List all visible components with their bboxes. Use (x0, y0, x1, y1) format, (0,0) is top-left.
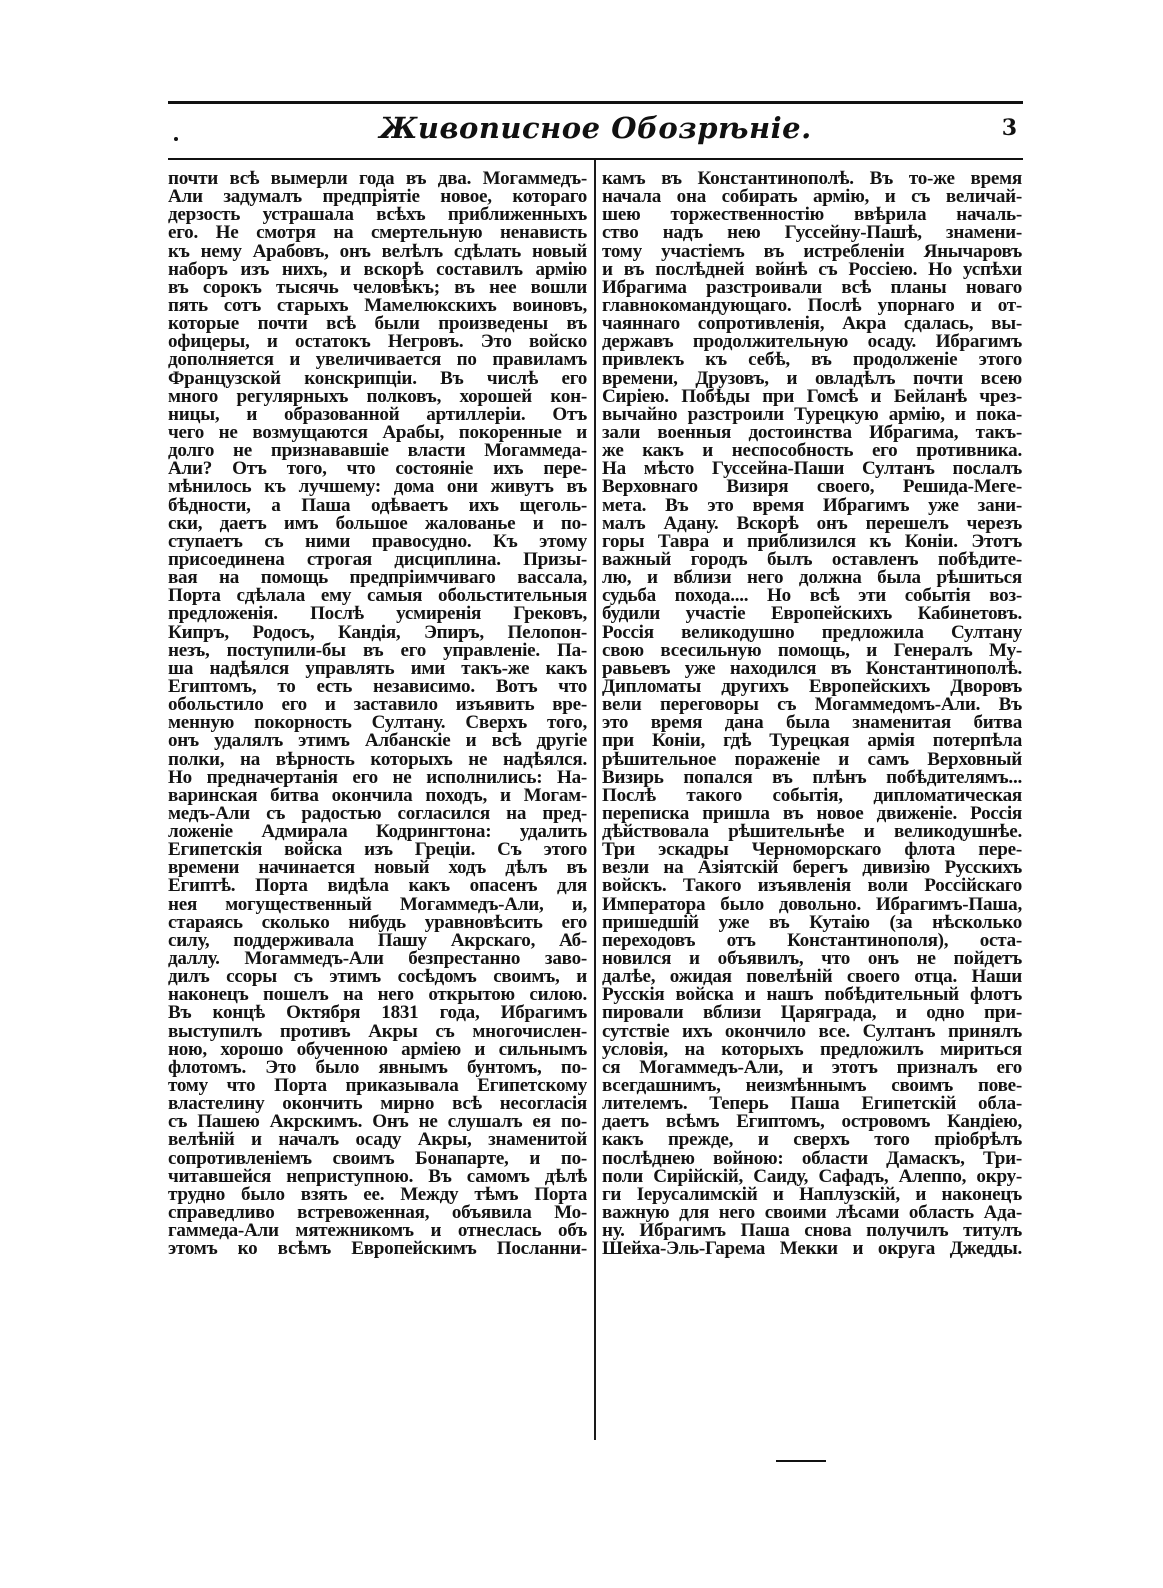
text-line: ша надѣялся управлять ими такъ-же какъ (168, 659, 587, 678)
text-line: чего не возмущаются Арабы, покоренные и (168, 423, 587, 443)
text-line: пять сотъ старыхъ Мамелюкскихъ воиновъ, (168, 296, 587, 316)
page-number: 3 (1001, 115, 1017, 141)
text-line: Египтѣ. Порта видѣла какъ опасенъ для (168, 877, 587, 896)
text-line: Русскія войска и нашъ побѣдительный флотъ (602, 986, 1022, 1005)
text-line: Французской конскрипціи. Въ числѣ его (168, 369, 587, 388)
text-line: обольстило его и заставило изъявить вре- (168, 696, 587, 715)
text-line: присоединена строгая дисциплина. Призы- (168, 550, 587, 570)
text-line: ски, даетъ имъ большое жалованье и по- (168, 514, 587, 533)
text-line: вычайно разстроили Турецкую армію, и пока- (602, 405, 1022, 424)
text-line: тому участіемъ въ истребленіи Янычаровъ (602, 242, 1022, 261)
text-line: переходовъ отъ Константинополя), оста- (602, 931, 1022, 951)
text-line: его. Не смотря на смертельную ненависть (168, 224, 587, 243)
text-line: новился и объявилъ, что онъ не пойдетъ (602, 950, 1022, 969)
text-line: привлекъ къ себѣ, въ продолженіе этого (602, 351, 1022, 370)
text-line: съ Пашею Акрскимъ. Онъ не слушалъ ея по- (168, 1113, 587, 1132)
top-rule (168, 101, 1023, 104)
text-line: Верховнаго Визиря своего, Решида-Меге- (602, 478, 1022, 497)
text-line: чаяннаго сопротивленія, Акра сдалась, вы- (602, 315, 1022, 334)
text-line: пировали вблизи Царяграда, и одно при- (602, 1004, 1022, 1023)
text-line: Кипръ, Родосъ, Кандія, Эпиръ, Пелопон- (168, 623, 587, 642)
text-line: шею торжественностію ввѣрила началь- (602, 206, 1022, 225)
text-line: Три эскадры Черноморскаго флота пере- (602, 841, 1022, 860)
text-line: Ибрагима разстроивали всѣ планы новаго (602, 278, 1022, 297)
text-line: силу, поддерживала Пашу Акрскаго, Аб- (168, 931, 587, 951)
text-line: Шейха-Эль-Гарема Мекки и округа Джедды. (602, 1240, 1022, 1259)
text-line: Въ концѣ Октября 1831 года, Ибрагимъ (168, 1004, 587, 1023)
text-line: поли Сирійскій, Саиду, Сафадъ, Алеппо, окру- (602, 1167, 1022, 1186)
text-line: ги Іерусалимскій и Наплузскій, и наконецъ (602, 1185, 1022, 1205)
running-title: Живописное Обозрѣніе. (379, 111, 812, 145)
text-line: ною, хорошо обученною арміею и сильнымъ (168, 1040, 587, 1059)
text-line: почти всѣ вымерли года въ два. Могаммедъ- (168, 170, 587, 189)
text-line: лю, и вблизи него должна была рѣшиться (602, 569, 1022, 588)
text-line: при Коніи, гдѣ Турецкая армія потерпѣла (602, 732, 1022, 751)
text-line: сутствіе ихъ окончило все. Султанъ принялъ (602, 1022, 1022, 1041)
text-line: ложеніе Адмирала Кодрингтона: удалить (168, 823, 587, 842)
text-line: ну. Ибрагимъ Паша снова получилъ титулъ (602, 1222, 1022, 1241)
text-line: онъ удалялъ этимъ Албанскіе и всѣ другіе (168, 732, 587, 751)
text-line: послѣднею войною: области Дамаскъ, Три- (602, 1149, 1022, 1168)
text-line: наконецъ пошелъ на него открытою силою. (168, 986, 587, 1005)
text-column-left (168, 170, 587, 1258)
text-line: тому что Порта приказывала Египетскому (168, 1077, 587, 1096)
text-line: Но предначертанія его не исполнились: На- (168, 768, 587, 787)
text-line: трудно было взять ее. Между тѣмъ Порта (168, 1185, 587, 1205)
text-line: ступаетъ съ ними правосудно. Къ этому (168, 532, 587, 551)
text-line: велѣній и началъ осаду Акры, знаменитой (168, 1131, 587, 1150)
text-line: флотомъ. Это было явнымъ бунтомъ, по- (168, 1058, 587, 1078)
text-line: офицеры, и остатокъ Негровъ. Это войско (168, 333, 587, 352)
text-line: дѣйствовала рѣшительнѣе и великодушнѣе. (602, 823, 1022, 842)
text-line: бѣдности, а Паша одѣваетъ ихъ щеголь- (168, 496, 587, 515)
text-line: даетъ всѣмъ Египтомъ, островомъ Кандіею, (602, 1113, 1022, 1132)
text-line: которые почти всѣ были произведены въ (168, 315, 587, 334)
text-line: лителемъ. Теперь Паша Египетскій обла- (602, 1095, 1022, 1114)
text-line: ницы, и образованной артиллеріи. Отъ (168, 405, 587, 424)
end-rule (776, 1460, 826, 1462)
page-header (168, 109, 1023, 151)
text-line: Визирь попался въ плѣнъ побѣдителямъ... (602, 768, 1022, 787)
text-line: важный городъ былъ оставленъ побѣдите- (602, 550, 1022, 570)
text-line: державъ продолжительную осаду. Ибрагимъ (602, 333, 1022, 352)
text-line: вели переговоры съ Могаммедомъ-Али. Въ (602, 696, 1022, 715)
text-line: даллу. Могаммедъ-Али безпрестанно заво- (168, 950, 587, 969)
text-line: дерзость устрашала всѣхъ приближенныхъ (168, 206, 587, 225)
text-line: Дипломаты другихъ Европейскихъ Дворовъ (602, 677, 1022, 697)
text-line: стараясь сколько нибудь уравновѣсить его (168, 913, 587, 932)
text-line: судьба похода.... Но всѣ эти событія воз- (602, 587, 1022, 606)
text-line: Сиріею. Побѣды при Гомсѣ и Бейланѣ чрез- (602, 387, 1022, 406)
text-line: горы Тавра и приблизился къ Коніи. Этотъ (602, 532, 1022, 551)
text-line: и въ послѣдней войнѣ съ Россіею. Но успѣхи (602, 260, 1022, 279)
text-line: Порта сдѣлала ему самыя обольстительныя (168, 587, 587, 606)
text-line: предложенія. Послѣ усмиренія Грековъ, (168, 605, 587, 624)
text-line: мета. Въ это время Ибрагимъ уже зани- (602, 496, 1022, 515)
text-line: долго не признававшіе власти Могаммеда- (168, 442, 587, 461)
column-divider (594, 160, 596, 1440)
text-line: медъ-Али съ радостью согласился на пред- (168, 804, 587, 824)
text-line: времени начинается новый ходъ дѣлъ въ (168, 859, 587, 878)
text-line: пришедшій уже въ Кутаію (за нѣсколько (602, 913, 1022, 932)
text-line: властелину окончить мирно всѣ несогласія (168, 1095, 587, 1114)
text-line: Египетскія войска изъ Греціи. Съ этого (168, 841, 587, 860)
text-line: же какъ и неспособность его противника. (602, 442, 1022, 461)
text-line: дилъ ссоры съ этимъ сосѣдомъ своимъ, и (168, 968, 587, 987)
text-line: ся Могаммедъ-Али, и этотъ призналъ его (602, 1058, 1022, 1078)
text-line: Египтомъ, то есть независимо. Вотъ что (168, 677, 587, 697)
text-line: гаммеда-Али мятежникомъ и отнеслась объ (168, 1222, 587, 1241)
text-line: дополняется и увеличивается по правиламъ (168, 351, 587, 370)
text-line: войскъ. Такого изъявленія воли Россійскаго (602, 877, 1022, 896)
text-line: варинская битва окончила походъ, и Могам- (168, 786, 587, 805)
text-line: зали военныя достоинства Ибрагима, такъ- (602, 423, 1022, 443)
text-line: далѣе, ожидая повелѣній своего отца. Наши (602, 968, 1022, 987)
text-line: условія, на которыхъ предложилъ мириться (602, 1040, 1022, 1059)
text-line: везли на Азіятскій берегъ дивизію Русскихъ (602, 859, 1022, 878)
text-line: главнокомандующаго. Послѣ упорнаго и от- (602, 296, 1022, 316)
text-column-right (602, 170, 1022, 1258)
text-line: къ нему Арабовъ, онъ велѣлъ сдѣлать новый (168, 242, 587, 261)
text-line: полки, на вѣрность которыхъ не надѣялся. (168, 750, 587, 769)
text-line: этомъ ко всѣмъ Европейскимъ Посланни- (168, 1240, 587, 1259)
text-line: незъ, поступили-бы въ его управленіе. Па- (168, 641, 587, 660)
text-line: Послѣ такого событія, дипломатическая (602, 786, 1022, 805)
text-line: Россія великодушно предложила Султану (602, 623, 1022, 642)
text-line: менную покорность Султану. Сверхъ того, (168, 714, 587, 733)
text-line: справедливо встревоженная, объявила Мо- (168, 1204, 587, 1223)
text-line: въ сорокъ тысячь человѣкъ; въ нее вошли (168, 278, 587, 297)
text-line: наборъ изъ нихъ, и вскорѣ составилъ армію (168, 260, 587, 279)
text-line: свою всесильную помощь, и Генералъ Му- (602, 641, 1022, 660)
text-line: ство надъ нею Гуссейну-Пашѣ, знамени- (602, 224, 1022, 243)
text-line: мѣнилось къ лучшему: дома они живутъ въ (168, 478, 587, 497)
text-line: Али задумалъ предпріятіе новое, котораго (168, 188, 587, 207)
text-line: это время дана была знаменитая битва (602, 714, 1022, 733)
text-line: переписка пришла въ новое движеніе. Россія (602, 804, 1022, 824)
text-line: малъ Адану. Вскорѣ онъ перешелъ черезъ (602, 514, 1022, 533)
text-line: выступилъ противъ Акры съ многочислен- (168, 1022, 587, 1041)
text-line: Али? Отъ того, что состояніе ихъ пере- (168, 460, 587, 479)
text-line: много регулярныхъ полковъ, хорошей кон- (168, 387, 587, 406)
text-line: сопротивленіемъ своимъ Бонапарте, и по- (168, 1149, 587, 1168)
text-line: равьевъ уже находился въ Константинополѣ. (602, 659, 1022, 678)
text-line: будили участіе Европейскихъ Кабинетовъ. (602, 605, 1022, 624)
text-line: времени, Друзовъ, и овладѣлъ почти всею (602, 369, 1022, 388)
text-line: камъ въ Константинополѣ. Въ то-же время (602, 170, 1022, 189)
text-line: вая на помощь предпріимчиваго вассала, (168, 569, 587, 588)
text-line: читавшейся неприступною. Въ самомъ дѣлѣ (168, 1167, 587, 1186)
text-line: Императора было довольно. Ибрагимъ-Паша, (602, 895, 1022, 914)
text-line: какъ прежде, и сверхъ того пріобрѣлъ (602, 1131, 1022, 1150)
text-line: На мѣсто Гуссейна-Паши Султанъ послалъ (602, 460, 1022, 479)
text-line: начала она собирать армію, и съ величай- (602, 188, 1022, 207)
text-line: всегдашнимъ, неизмѣннымъ своимъ пове- (602, 1077, 1022, 1096)
text-line: рѣшительное пораженіе и самъ Верховный (602, 750, 1022, 769)
text-line: важную для него своими лѣсами область Ада- (602, 1204, 1022, 1223)
text-line: нея могущественный Могаммедъ-Али, и, (168, 895, 587, 914)
